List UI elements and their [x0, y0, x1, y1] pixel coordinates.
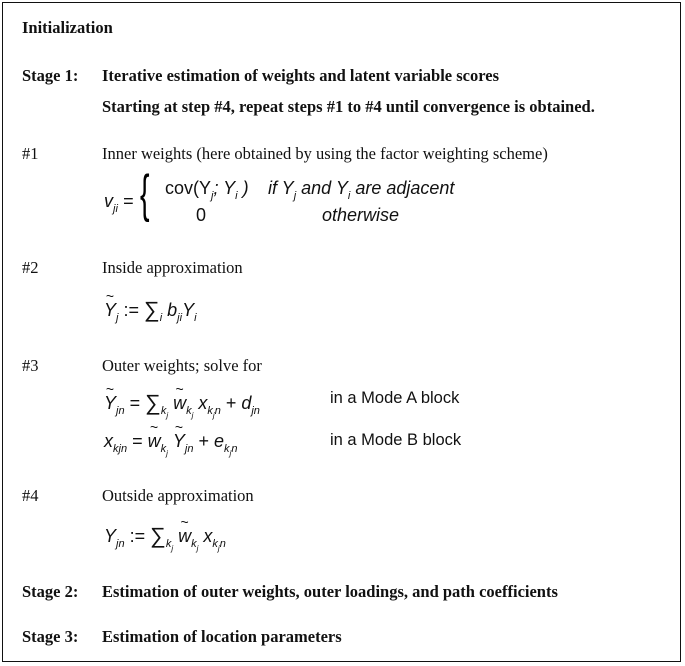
- step1-number: #1: [22, 144, 39, 163]
- formula-case1-expr: $cov(Y_j$; $Y_i$ ): [165, 178, 249, 202]
- stage1-label: Stage 1:: [22, 66, 79, 85]
- step1-text: Inner weights (here obtained by using the factor weighting scheme): [102, 144, 548, 163]
- mode-b-label: in a Mode B block: [330, 431, 462, 449]
- formula-v-ji: $v_{ji}$ =: [104, 191, 134, 215]
- stage2-heading: Estimation of outer weights, outer loadings, and path coefficients: [102, 582, 558, 601]
- step2-number: #2: [22, 258, 39, 277]
- step2-text: Inside approximation: [102, 258, 243, 277]
- stage2-label: Stage 2:: [22, 582, 79, 601]
- title: Initialization: [22, 18, 113, 37]
- stage3-label: Stage 3:: [22, 627, 79, 646]
- formula-inside-approx: ~ $Y_j$ := $\sum_i$ $b_{ji}Y_i$: [104, 296, 197, 322]
- formula-case2-expr: 0: [196, 205, 207, 225]
- formula-case2-cond: otherwise: [322, 205, 400, 225]
- mode-a-label: in a Mode A block: [330, 389, 460, 407]
- formula-brace: {: [140, 165, 150, 223]
- formula-mode-a: ~ $Y_{jn} = \sum_{k_j}$ ~ $w_{k_j}$ $x_{k_jn} + d_{jn}$: [104, 389, 260, 415]
- formula-mode-b: $x_{kjn}$ = ~ $w_{k_j}$ ~ $Y_{jn} + e_{k_jn}$: [104, 431, 237, 452]
- formula-case1-cond: if $Y_j$ and $Y_i$ are adjacent: [268, 178, 455, 202]
- step4-number: #4: [22, 486, 39, 505]
- step3-text: Outer weights; solve for: [102, 356, 262, 375]
- stage3-heading: Estimation of location parameters: [102, 627, 342, 646]
- step4-text: Outside approximation: [102, 486, 254, 505]
- formula-outside-approx: $Y_{jn}$ := $\sum_{k_j}$ ~ $w_{k_j}$ $x_{k_jn}$: [104, 522, 226, 548]
- stage1-heading: Iterative estimation of weights and latent variable scores: [102, 66, 500, 85]
- step3-number: #3: [22, 356, 39, 375]
- stage1-subheading: Starting at step #4, repeat steps #1 to #4 until convergence is obtained.: [102, 97, 595, 116]
